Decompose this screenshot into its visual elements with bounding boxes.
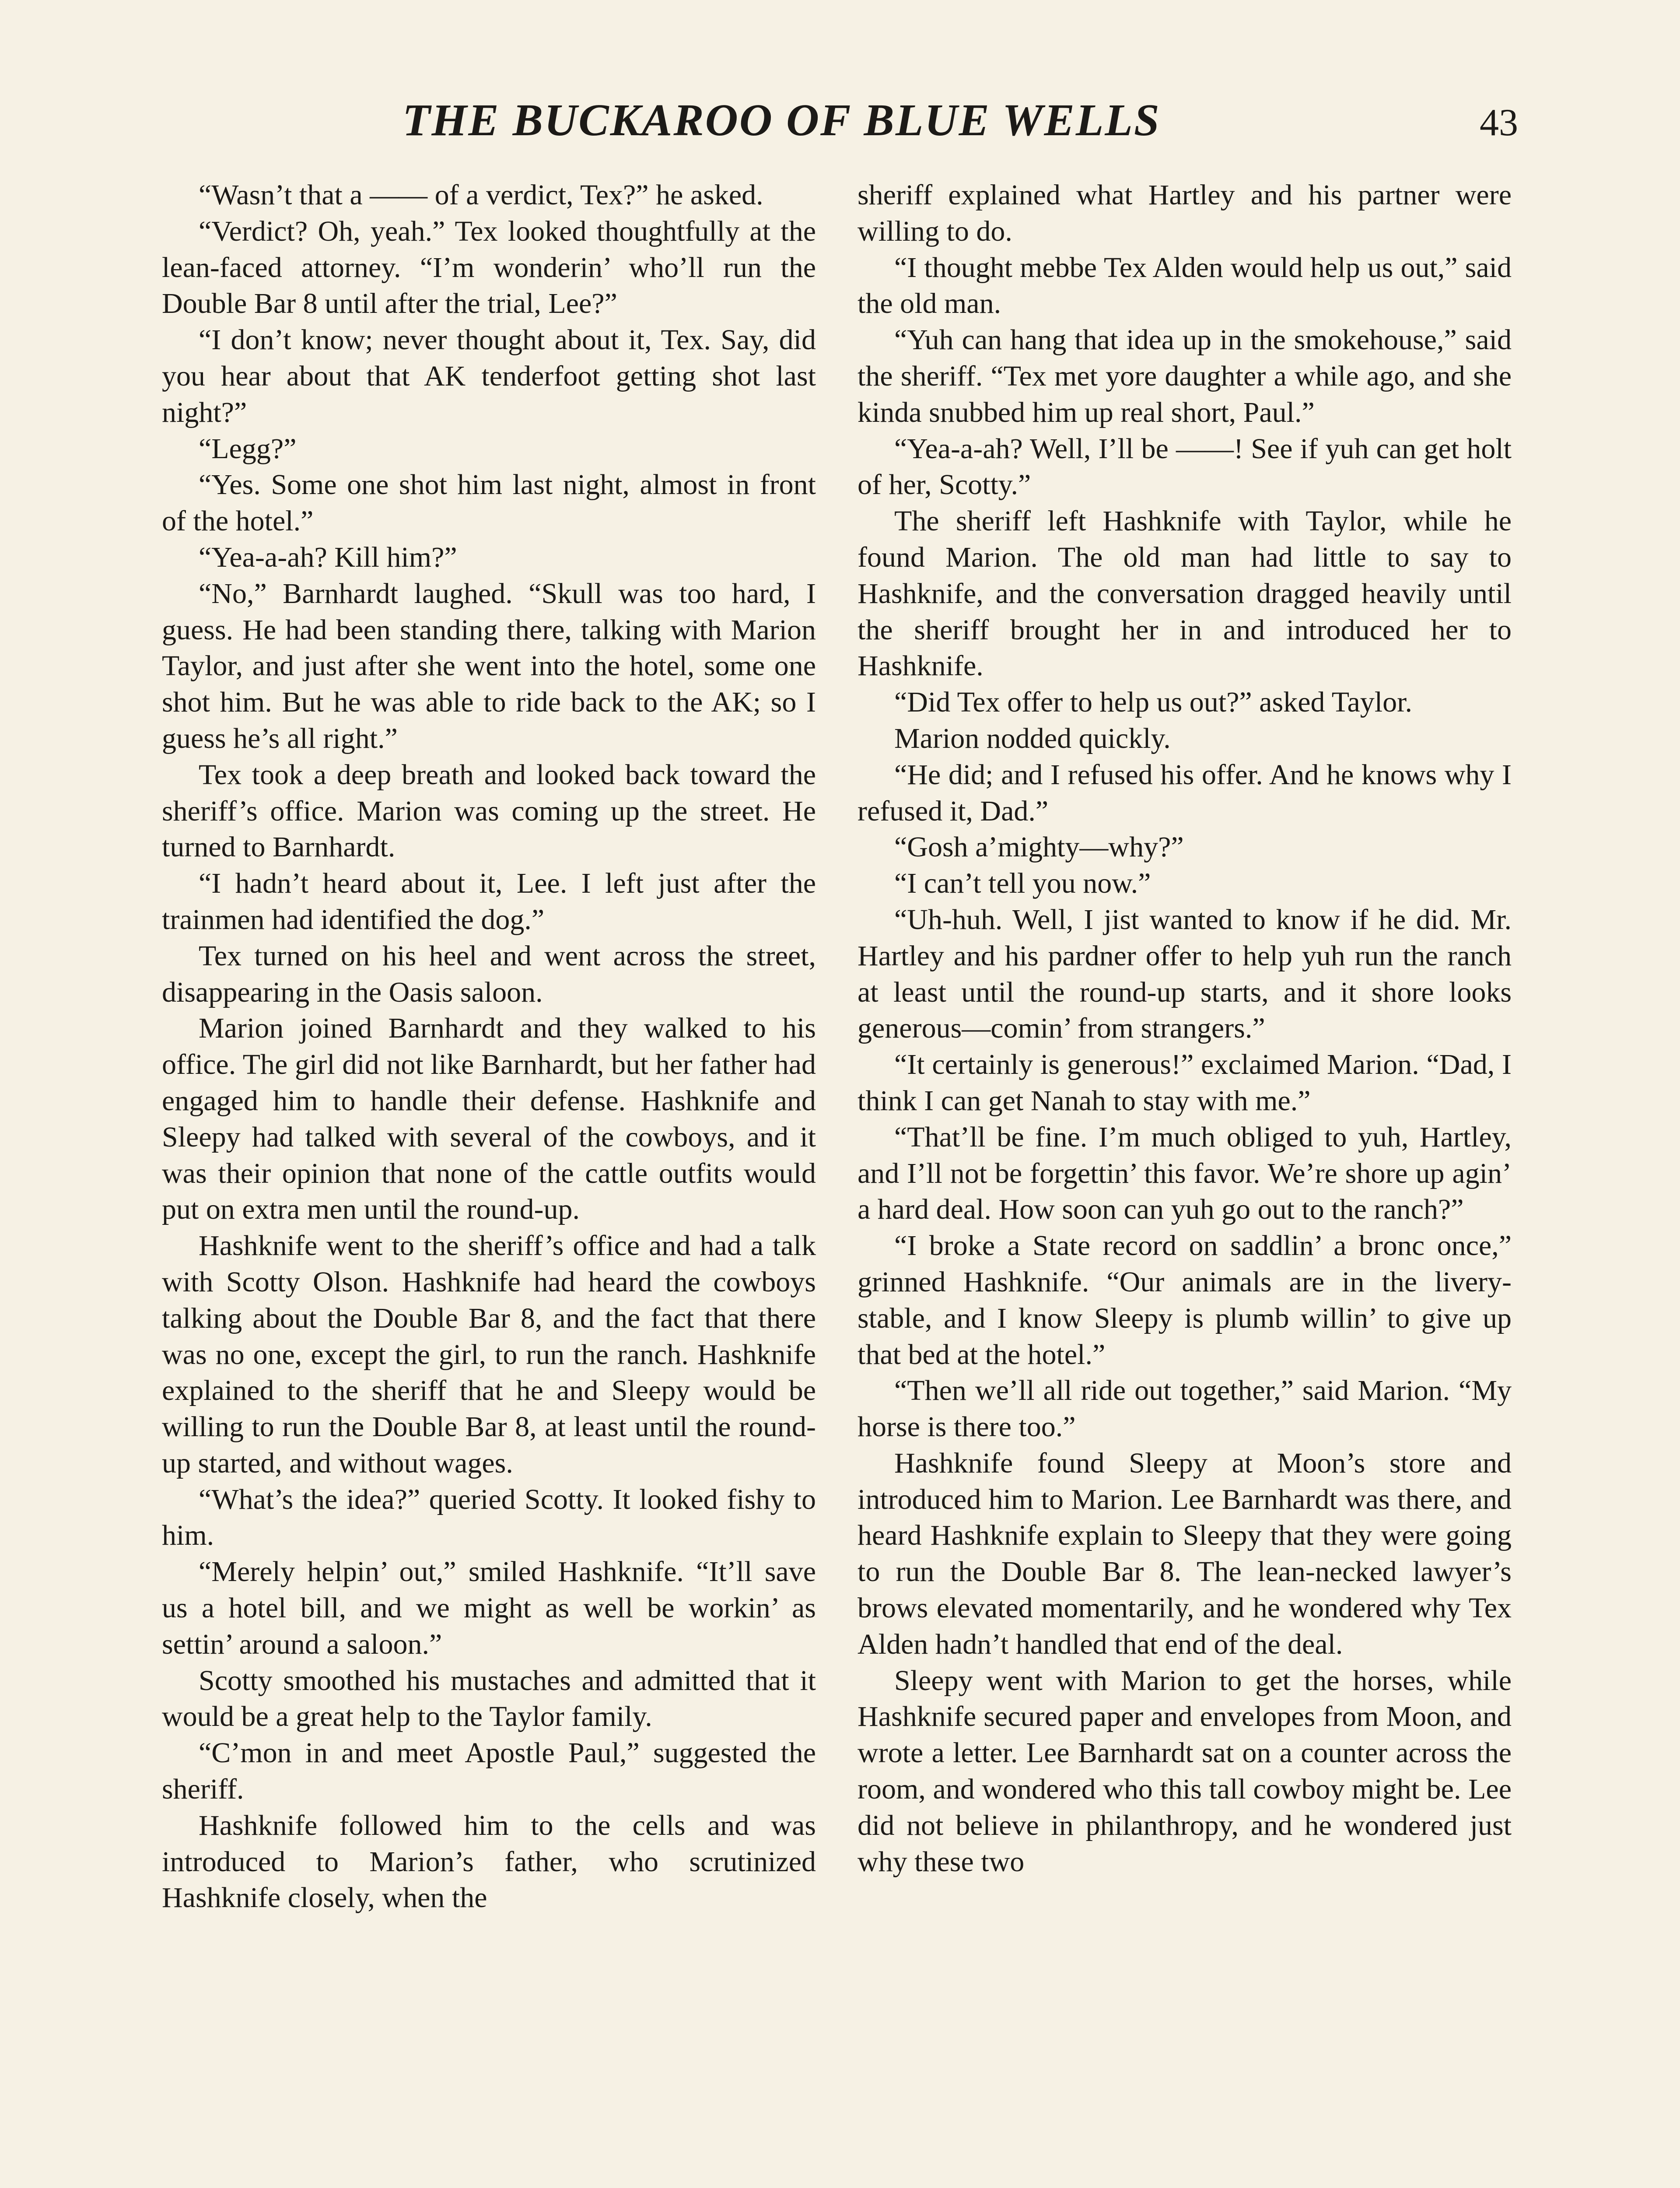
paragraph: “Yes. Some one shot him last night, almost in front of the hotel.” [162,469,816,537]
paragraph: Sleepy went with Marion to get the horses, while Hashknife secured paper and envelopes from Moon, and wrote a letter. Lee Barnhardt sat on a counter across the room, and wondered who this tall cowboy might be. Lee did not believe in philanthropy, and he wondered just why these two [858,1664,1512,1878]
paragraph: “It certainly is generous!” exclaimed Marion. “Dad, I think I can get Nanah to stay with me.” [858,1048,1512,1117]
paragraph: “I hadn’t heard about it, Lee. I left just after the trainmen had identified the dog.” [162,867,816,936]
paragraph: “I broke a State record on saddlin’ a bronc once,” grinned Hashknife. “Our animals are in the livery-stable, and I know Sleepy is plumb willin’ to give up that bed at the hotel.” [858,1230,1512,1371]
paragraph: “Yea-a-ah? Kill him?” [199,541,457,573]
text-column-right [858,177,1512,2188]
story-title: THE BUCKAROO OF BLUE WELLS [402,95,1161,145]
paragraph: “Wasn’t that a —— of a verdict, Tex?” he asked. [199,179,763,211]
paragraph: Hashknife found Sleepy at Moon’s store and introduced him to Marion. Lee Barnhardt was there, and heard Hashknife explain to Sleepy that they were going to run the Double Bar 8. The lean-necked lawyer’s brows elevated momentarily, and he wondered why Tex Alden hadn’t handled that end of the deal. [858,1447,1512,1660]
text-column-left [162,177,816,2188]
paragraph: “That’ll be fine. I’m much obliged to yuh, Hartley, and I’ll not be forgettin’ this favor. We’re shore up agin’ a hard deal. How soon can yuh go out to the ranch?” [858,1121,1512,1226]
paragraph: Marion joined Barnhardt and they walked to his office. The girl did not like Barnhardt, but her father had engaged him to handle their defense. Hashknife and Sleepy had talked with several of the cowboys, and it was their opinion that none of the cattle outfits would put on extra men until the round-up. [162,1012,816,1226]
paragraph: “Did Tex offer to help us out?” asked Taylor. [894,686,1412,719]
page-number: 43 [1480,102,1518,144]
paragraph: “I can’t tell you now.” [894,867,1151,900]
paragraph: Scotty smoothed his mustaches and admitted that it would be a great help to the Taylor family. [162,1664,816,1733]
paragraph: Marion nodded quickly. [894,722,1171,754]
paragraph: “Verdict? Oh, yeah.” Tex looked thoughtfully at the lean-faced attorney. “I’m wonderin’ who’ll run the Double Bar 8 until after the trial, Lee?” [162,215,816,320]
paragraph: “No,” Barnhardt laughed. “Skull was too hard, I guess. He had been standing there, talking with Marion Taylor, and just after she went into the hotel, some one shot him. But he was able to ride back to the AK; so I guess he’s all right.” [162,577,816,754]
paragraph: “Uh-huh. Well, I jist wanted to know if he did. Mr. Hartley and his pardner offer to help yuh run the ranch at least until the round-up starts, and it shore looks generous—comin’ from strangers.” [858,903,1512,1045]
paragraph: Tex turned on his heel and went across the street, disappearing in the Oasis saloon. [162,940,816,1008]
paragraph: “I thought mebbe Tex Alden would help us out,” said the old man. [858,251,1512,320]
paragraph: “Then we’ll all ride out together,” said Marion. “My horse is there too.” [858,1375,1512,1443]
paragraph: “C’mon in and meet Apostle Paul,” suggested the sheriff. [162,1737,816,1806]
paragraph: “Yea-a-ah? Well, I’ll be ——! See if yuh can get holt of her, Scotty.” [858,432,1512,501]
paragraph: “Gosh a’mighty—why?” [894,831,1184,863]
paragraph: Hashknife went to the sheriff’s office and had a talk with Scotty Olson. Hashknife had heard the cowboys talking about the Double Bar 8, and the fact that there was no one, except the girl, to run the ranch. Hashknife explained to the sheriff that he and Sleepy would be willing to run the Double Bar 8, at least until the round-up started, and without wages. [162,1230,816,1479]
paragraph: “I don’t know; never thought about it, Tex. Say, did you hear about that AK tenderfoot getting shot last night?” [162,324,816,428]
paragraph: Tex took a deep breath and looked back toward the sheriff’s office. Marion was coming up the street. He turned to Barnhardt. [162,758,816,863]
paragraph: The sheriff left Hashknife with Taylor, while he found Marion. The old man had little to say to Hashknife, and the conversation dragged heavily until the sheriff brought her in and introduced her to Hashknife. [858,505,1512,682]
paragraph: sheriff explained what Hartley and his partner were willing to do. [858,179,1512,247]
paragraph: “Yuh can hang that idea up in the smokehouse,” said the sheriff. “Tex met yore daughter a while ago, and she kinda snubbed him up real short, Paul.” [858,324,1512,428]
paragraph: “Merely helpin’ out,” smiled Hashknife. “It’ll save us a hotel bill, and we might as well be workin’ as settin’ around a saloon.” [162,1556,816,1660]
running-header [158,88,1518,153]
paragraph: “He did; and I refused his offer. And he knows why I refused it, Dad.” [858,758,1512,827]
paragraph: “What’s the idea?” queried Scotty. It looked fishy to him. [162,1483,816,1552]
paragraph: “Legg?” [199,432,297,465]
paragraph: Hashknife followed him to the cells and was introduced to Marion’s father, who scrutinized Hashknife closely, when the [162,1809,816,1914]
